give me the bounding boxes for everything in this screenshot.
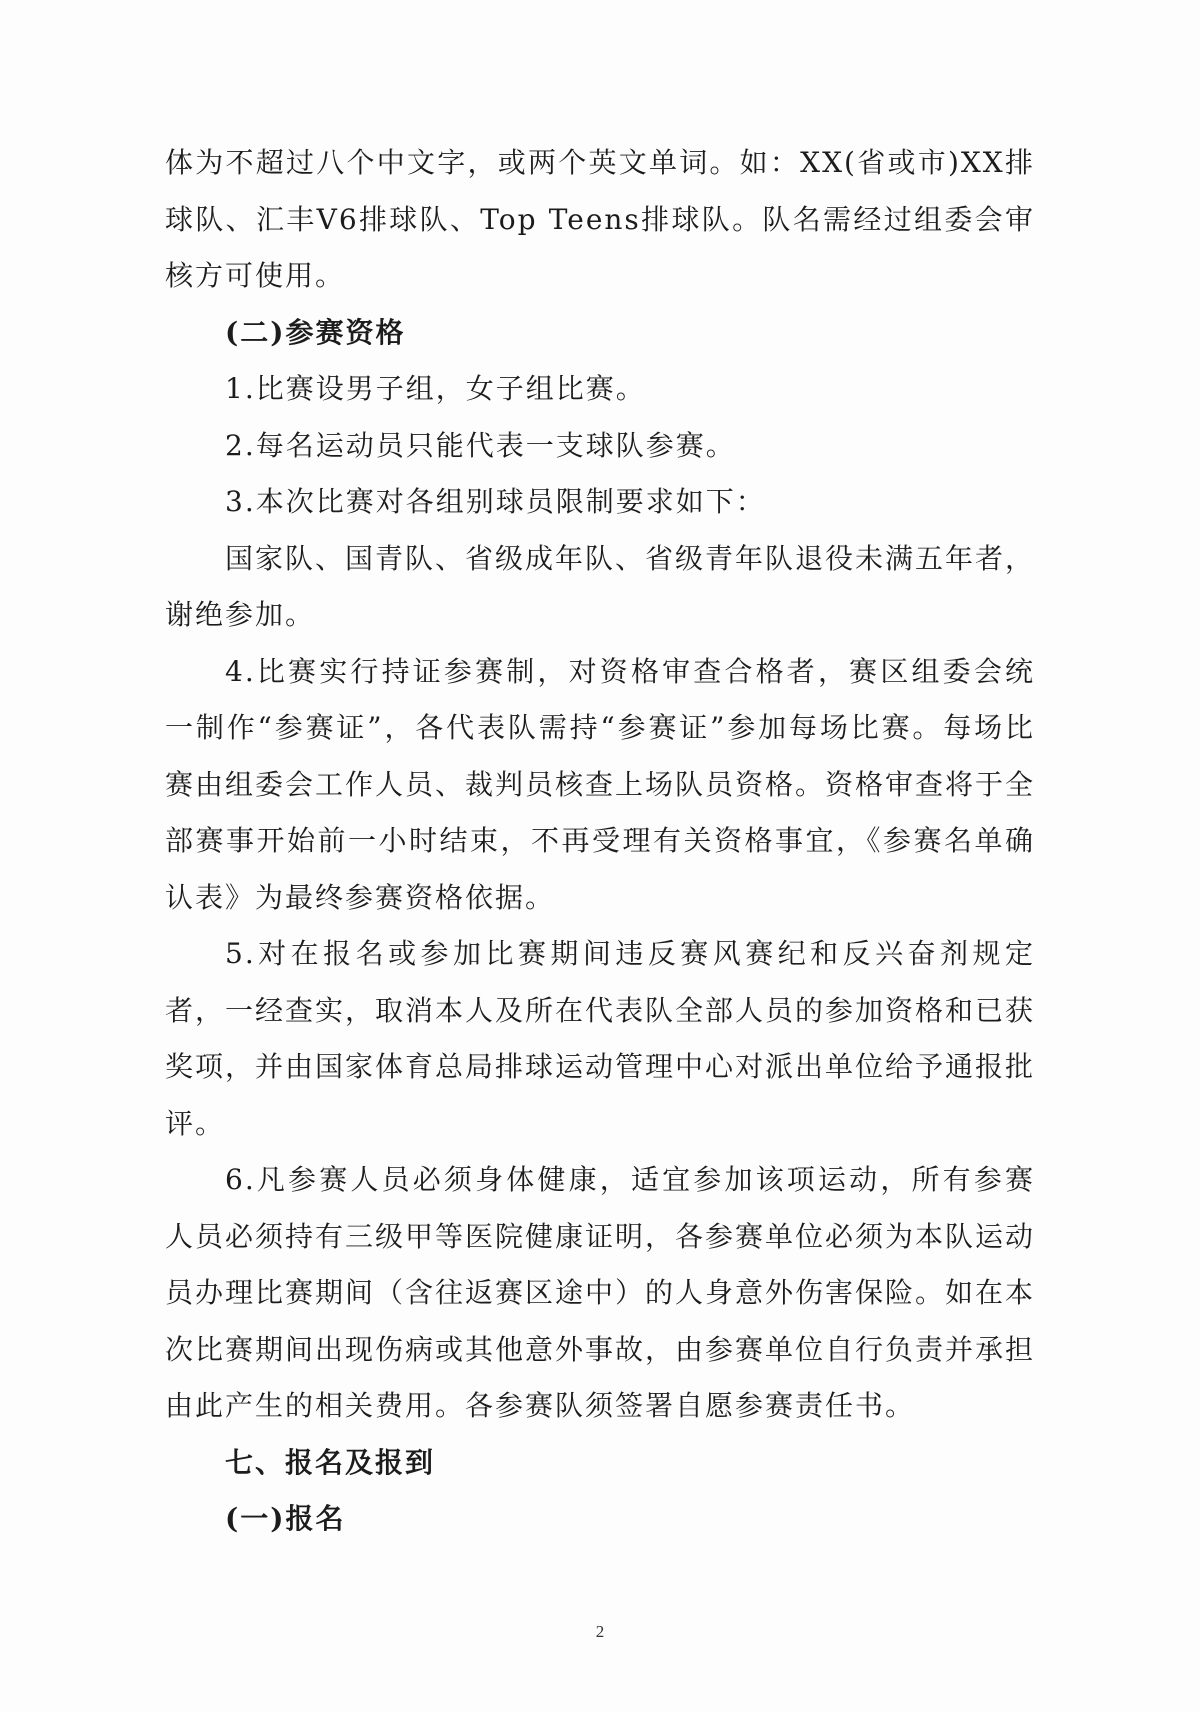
- paragraph-item-4: 4.比赛实行持证参赛制，对资格审查合格者，赛区组委会统一制作“参赛证”，各代表队需持“参赛证”参加每场比赛。每场比赛由组委会工作人员、裁判员核查上场队员资格。资格审查将于全部赛事开始前一小时结束，不再受理有关资格事宜，《参赛名单确认表》为最终参赛资格依据。: [165, 654, 1036, 914]
- paragraph-item-1: 1.比赛设男子组，女子组比赛。: [225, 372, 646, 405]
- subsection-heading-signup: (一)报名: [225, 1502, 346, 1535]
- paragraph-item-5: 5.对在报名或参加比赛期间违反赛风赛纪和反兴奋剂规定者，一经查实，取消本人及所在代表队全部人员的参加资格和已获奖项，并由国家体育总局排球运动管理中心对派出单位给予通报批评。: [165, 937, 1036, 1140]
- paragraph-item-3-detail: 国家队、国青队、省级成年队、省级青年队退役未满五年者，谢绝参加。: [165, 541, 1036, 631]
- paragraph-item-2: 2.每名运动员只能代表一支球队参赛。: [225, 428, 736, 462]
- paragraph-item-6: 6.凡参赛人员必须身体健康，适宜参加该项运动，所有参赛人员必须持有三级甲等医院健康证明，各参赛单位必须为本队运动员办理比赛期间（含往返赛区途中）的人身意外伤害保险。如在本次比赛期间出现伤病或其他意外事故，由参赛单位自行负责并承担由此产生的相关费用。各参赛队须签署自愿参赛责任书。: [165, 1163, 1036, 1422]
- page-number: 2: [595, 1622, 605, 1641]
- document-body: [165, 135, 1035, 1548]
- paragraph-item-3: 3.本次比赛对各组别球员限制要求如下：: [225, 485, 766, 518]
- paragraph-team-name-rule: 体为不超过八个中文字，或两个英文单词。如：XX(省或市)XX排球队、汇丰V6排球队、Top Teens排球队。队名需经过组委会审核方可使用。: [165, 146, 1035, 292]
- section-heading-eligibility: (二)参赛资格: [225, 315, 406, 349]
- section-heading-registration: 七、报名及报到: [225, 1445, 436, 1479]
